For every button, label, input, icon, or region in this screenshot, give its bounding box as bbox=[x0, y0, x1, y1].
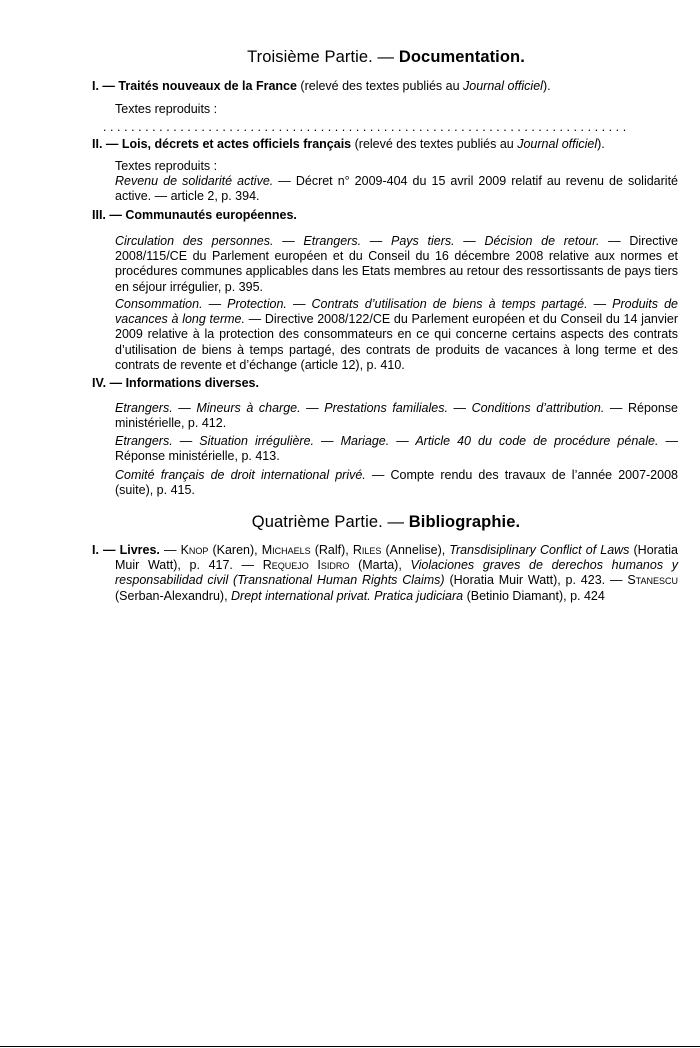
section-iii-entry-2 bbox=[115, 297, 678, 373]
part3-title-bold: Documentation. bbox=[398, 48, 525, 66]
part4-title-bold: Bibliographie. bbox=[408, 513, 521, 531]
section-iii-entry-1 bbox=[115, 234, 678, 295]
section-i-reproduits: Textes reproduits : bbox=[115, 102, 218, 116]
section-ii-reproduits: Textes reproduits : bbox=[115, 159, 218, 173]
author-knop-first: (Karen), bbox=[208, 543, 262, 557]
author-michaels-first: (Ralf), bbox=[310, 543, 353, 557]
section-iv-entry-2-keywords: Etrangers. — Situation irrégulière. — Mariage. — Article 40 du code de procédure pénale. bbox=[115, 434, 659, 448]
page-bottom-rule bbox=[0, 1046, 700, 1047]
author-knop: Knop bbox=[180, 543, 209, 557]
section-ii-tail-post: ). bbox=[597, 137, 605, 151]
section-ii-entry bbox=[115, 174, 678, 204]
bibliography-books bbox=[92, 543, 678, 604]
section-i-journal: Journal officiel bbox=[463, 79, 543, 93]
section-iv-head: IV. — Informations diverses. bbox=[92, 376, 259, 390]
author-stanescu: Stanescu bbox=[627, 573, 678, 588]
section-iv-entry-2 bbox=[115, 434, 678, 464]
book-title-1: Transdisiplinary Conflict of Laws bbox=[449, 543, 630, 557]
part3-title-light: Troisième Partie. — bbox=[247, 48, 399, 66]
section-iii-head: III. — Communautés européennes. bbox=[92, 208, 297, 222]
book-review-3: (Betinio Diamant), p. 424 bbox=[463, 588, 605, 603]
section-i-head: I. — Traités nouveaux de la France bbox=[92, 79, 297, 93]
section-ii-head: II. — Lois, décrets et actes officiels français bbox=[92, 137, 352, 151]
author-stanescu-first: (Serban-Alexandru), bbox=[115, 588, 232, 603]
part3-title bbox=[0, 48, 700, 67]
book-review-2: (Horatia Muir Watt), p. 423. — bbox=[444, 573, 628, 588]
section-ii-journal: Journal officiel bbox=[517, 137, 598, 151]
section-i-dot-leader: ........................................................................... bbox=[103, 120, 630, 134]
section-iv-entry-3-text: — Compte rendu des travaux de l’année 2007-2008 (suite), p. 415. bbox=[115, 468, 678, 498]
section-iii-heading bbox=[92, 208, 682, 223]
section-i-heading bbox=[92, 79, 682, 94]
section-ii-tail-pre: (relevé des textes publiés au bbox=[351, 137, 518, 151]
book-title-2: Violaciones graves de derechos humanos y responsabilidad civil (Transnational Human Rights Claims) bbox=[115, 558, 678, 588]
section-iv-entry-1 bbox=[115, 401, 678, 431]
section-i-tail-post: ). bbox=[542, 79, 551, 93]
author-requejo-isidro: Requejo Isidro bbox=[262, 558, 350, 573]
part4-title-light: Quatrième Partie. — bbox=[251, 513, 409, 531]
author-michaels: Michaels bbox=[261, 543, 311, 557]
bibliography-head: I. — Livres. bbox=[92, 543, 160, 557]
section-iv-heading bbox=[92, 376, 682, 391]
section-iv-entry-3-keywords: Comité français de droit international privé. bbox=[115, 468, 366, 482]
section-iv-entry-1-keywords: Etrangers. — Mineurs à charge. — Prestations familiales. — Conditions d’attribution. bbox=[115, 401, 605, 415]
author-riles: Riles bbox=[352, 543, 382, 557]
section-iii-entry-1-text: — Directive 2008/115/CE du Parlement européen et du Conseil du 16 décembre 2008 relative aux normes et procédures communes applicables dans les Etats membres au retour des ressortissants de pays tiers en séjour irrégulier, p. 395. bbox=[115, 234, 678, 294]
section-iii-entry-1-keywords: Circulation des personnes. — Etrangers. — Pays tiers. — Décision de retour. bbox=[115, 234, 600, 248]
section-ii-entry-keywords: Revenu de solidarité active. bbox=[115, 174, 274, 188]
section-ii-heading bbox=[92, 137, 682, 152]
section-iii-entry-2-text: — Directive 2008/122/CE du Parlement européen et du Conseil du 14 janvier 2009 relative à la protection des consommateurs en ce qui concerne certains aspects des contrats d’utilisation de biens à temps partagé, des contrats de produits de vacances à long terme et des contrats de revente et d’échange (article 12), p. 410. bbox=[115, 312, 678, 372]
part4-title bbox=[0, 513, 700, 532]
section-iii-entry-2-keywords: Consommation. — Protection. — Contrats d’utilisation de biens à temps partagé. — Produits de vacances à long terme. bbox=[115, 297, 678, 327]
biblio-sep: — bbox=[159, 543, 181, 557]
book-title-3: Drept international privat. Pratica judiciara bbox=[231, 588, 464, 603]
section-iv-entry-1-text: — Réponse ministérielle, p. 412. bbox=[115, 401, 679, 431]
section-iv-entry-2-text: — Réponse ministérielle, p. 413. bbox=[115, 434, 678, 464]
section-ii-entry-text: — Décret n° 2009-404 du 15 avril 2009 relatif au revenu de solidarité active. — article 2, p. 394. bbox=[115, 174, 678, 204]
book-review-1: (Horatia Muir Watt), p. 417. — bbox=[115, 543, 678, 573]
section-iv-entry-3 bbox=[115, 468, 678, 498]
author-requejo-first: (Marta), bbox=[349, 558, 411, 573]
section-i-tail-pre: (relevé des textes publiés au bbox=[296, 79, 464, 93]
author-riles-first: (Annelise), bbox=[381, 543, 450, 557]
